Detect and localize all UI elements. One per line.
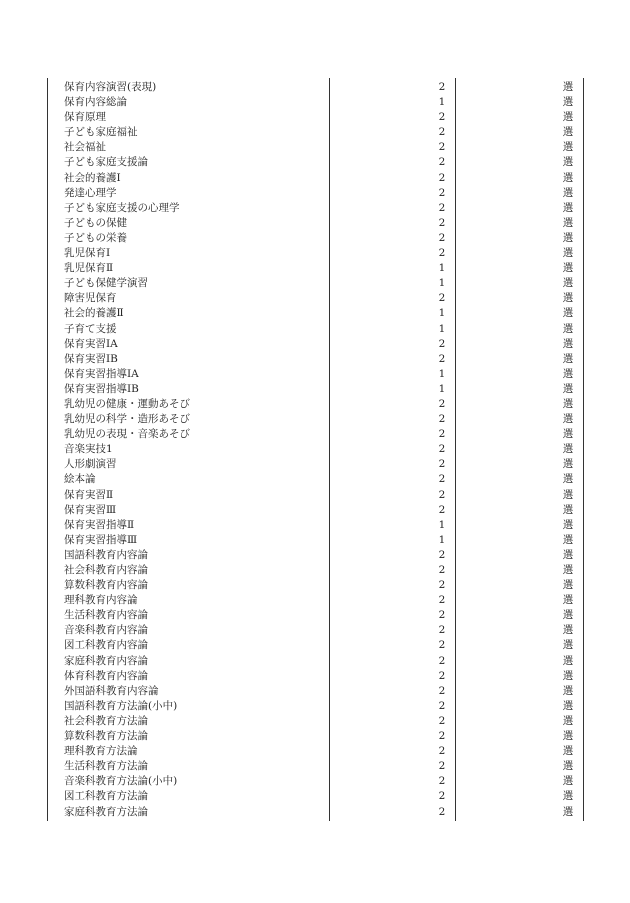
course-credits: 2 — [438, 111, 446, 124]
table-row — [47, 231, 584, 246]
course-name: 人形劇演習 — [64, 458, 117, 471]
course-credits: 2 — [438, 156, 446, 169]
course-name: 社会福祉 — [64, 141, 106, 154]
table-row — [47, 548, 584, 563]
course-credits: 2 — [438, 141, 446, 154]
table-row — [47, 397, 584, 412]
course-credits: 2 — [438, 684, 446, 697]
course-name: 子どもの保健 — [64, 216, 127, 229]
table-row — [47, 774, 584, 789]
table-row — [47, 171, 584, 186]
course-type: 選 — [562, 352, 574, 365]
table-row — [47, 155, 584, 170]
course-type: 選 — [562, 488, 574, 501]
table-row — [47, 729, 584, 744]
course-credits: 1 — [438, 322, 446, 335]
course-credits: 2 — [438, 624, 446, 637]
course-name: 子ども保健学演習 — [64, 277, 148, 290]
table-row — [47, 140, 584, 155]
course-type: 選 — [562, 669, 574, 682]
course-credits: 2 — [438, 639, 446, 652]
course-credits: 2 — [438, 805, 446, 818]
course-credits: 2 — [438, 171, 446, 184]
course-type: 選 — [562, 564, 574, 576]
course-credits: 2 — [438, 247, 446, 260]
course-type: 選 — [562, 684, 574, 697]
course-credits: 2 — [438, 428, 446, 441]
course-name: 乳幼児の表現・音楽あそび — [64, 428, 190, 441]
table-row — [47, 306, 584, 321]
table-row — [47, 110, 584, 125]
course-type: 選 — [562, 111, 574, 124]
course-name: 社会科教育内容論 — [64, 564, 148, 576]
course-type: 選 — [562, 277, 574, 290]
table-row — [47, 714, 584, 729]
course-credits: 2 — [438, 352, 446, 365]
course-credits: 1 — [438, 307, 446, 320]
course-type: 選 — [562, 639, 574, 652]
course-name: 保育原理 — [64, 111, 106, 124]
table-row — [47, 201, 584, 216]
table-row — [47, 352, 584, 367]
course-name: 保育実習Ⅲ — [64, 503, 117, 516]
table-row — [47, 759, 584, 774]
course-credits: 2 — [438, 126, 446, 139]
course-credits: 2 — [438, 579, 446, 592]
course-type: 選 — [562, 382, 574, 395]
course-name: 算数科教育方法論 — [64, 730, 148, 743]
course-type: 選 — [562, 428, 574, 441]
course-name: 国語科教育方法論(小中) — [64, 699, 178, 712]
course-name: 理科教育内容論 — [64, 594, 138, 607]
table-row — [47, 291, 584, 306]
table-row — [47, 80, 584, 95]
table-row — [47, 533, 584, 548]
course-type: 選 — [562, 126, 574, 139]
course-name: 子ども家庭支援論 — [64, 156, 148, 169]
course-type: 選 — [562, 790, 574, 803]
table-row — [47, 789, 584, 804]
table-row — [47, 669, 584, 684]
course-credits: 2 — [438, 473, 446, 486]
table-row — [47, 654, 584, 669]
course-credits: 2 — [438, 745, 446, 758]
course-credits: 2 — [438, 790, 446, 803]
course-name: 保育実習指導ⅠA — [64, 367, 139, 380]
course-credits: 2 — [438, 292, 446, 305]
course-name: 保育実習指導ⅠB — [64, 382, 139, 395]
table-row — [47, 638, 584, 653]
course-name: 子どもの栄養 — [64, 231, 127, 244]
course-type: 選 — [562, 201, 574, 214]
course-credits: 1 — [438, 518, 446, 531]
course-type: 選 — [562, 714, 574, 727]
course-name: 保育実習指導Ⅱ — [64, 518, 135, 531]
course-type: 選 — [562, 594, 574, 607]
course-type: 選 — [562, 156, 574, 169]
course-name: 外国語科教育内容論 — [64, 684, 159, 697]
course-credits: 2 — [438, 564, 446, 576]
table-row — [47, 457, 584, 472]
table-row — [47, 246, 584, 261]
course-credits: 1 — [438, 367, 446, 380]
course-name: 子ども家庭支援の心理学 — [64, 201, 180, 214]
table-row — [47, 125, 584, 140]
table-row — [47, 412, 584, 427]
course-credits: 2 — [438, 775, 446, 788]
course-type: 選 — [562, 292, 574, 305]
course-name: 算数科教育内容論 — [64, 579, 148, 592]
course-type: 選 — [562, 760, 574, 773]
table-row — [47, 216, 584, 231]
table-row — [47, 744, 584, 759]
course-credits: 2 — [438, 760, 446, 773]
table-row — [47, 382, 584, 397]
table-row — [47, 623, 584, 638]
table-row — [47, 442, 584, 457]
course-name: 国語科教育内容論 — [64, 548, 148, 561]
course-credits: 2 — [438, 231, 446, 244]
course-type: 選 — [562, 473, 574, 486]
course-type: 選 — [562, 81, 574, 93]
course-credits: 2 — [438, 488, 446, 501]
table-row — [47, 593, 584, 608]
course-type: 選 — [562, 745, 574, 758]
course-name: 保育実習ⅠA — [64, 337, 118, 350]
course-name: 社会的養護Ⅰ — [64, 171, 121, 184]
course-type: 選 — [562, 247, 574, 260]
course-credits: 2 — [438, 594, 446, 607]
table-row — [47, 367, 584, 382]
course-name: 社会的養護Ⅱ — [64, 307, 124, 320]
course-type: 選 — [562, 654, 574, 667]
course-name: 生活科教育内容論 — [64, 609, 148, 622]
table-row — [47, 186, 584, 201]
table-row — [47, 503, 584, 518]
course-credits: 2 — [438, 337, 446, 350]
course-name: 体育科教育内容論 — [64, 669, 148, 682]
course-name: 図工科教育内容論 — [64, 639, 148, 652]
course-credits: 2 — [438, 654, 446, 667]
table-row — [47, 805, 584, 820]
course-name: 保育実習Ⅱ — [64, 488, 114, 501]
table-row — [47, 518, 584, 533]
table-row — [47, 95, 584, 110]
course-credits: 1 — [438, 262, 446, 275]
course-name: 保育内容総論 — [64, 96, 127, 109]
course-credits: 1 — [438, 382, 446, 395]
course-type: 選 — [562, 503, 574, 516]
course-type: 選 — [562, 337, 574, 350]
course-type: 選 — [562, 231, 574, 244]
course-name: 乳児保育Ⅰ — [64, 247, 111, 260]
table-row — [47, 488, 584, 503]
course-name: 子ども家庭福祉 — [64, 126, 138, 139]
table-row — [47, 337, 584, 352]
course-name: 図工科教育方法論 — [64, 790, 148, 803]
course-type: 選 — [562, 624, 574, 637]
table-row — [47, 608, 584, 623]
course-rows — [47, 80, 584, 820]
table-row — [47, 427, 584, 442]
course-type: 選 — [562, 397, 574, 410]
course-credits: 2 — [438, 458, 446, 471]
course-type: 選 — [562, 307, 574, 320]
course-credits: 2 — [438, 503, 446, 516]
table-row — [47, 684, 584, 699]
course-name: 理科教育方法論 — [64, 745, 138, 758]
course-credits: 2 — [438, 201, 446, 214]
course-credits: 2 — [438, 699, 446, 712]
course-name: 音楽実技1 — [64, 443, 113, 456]
course-type: 選 — [562, 443, 574, 456]
table-row — [47, 563, 584, 578]
course-name: 社会科教育方法論 — [64, 714, 148, 727]
course-type: 選 — [562, 186, 574, 199]
course-credits: 1 — [438, 533, 446, 546]
course-type: 選 — [562, 699, 574, 712]
course-credits: 2 — [438, 186, 446, 199]
course-name: 乳幼児の科学・造形あそび — [64, 413, 190, 426]
course-name: 乳幼児の健康・運動あそび — [64, 397, 190, 410]
course-credits: 2 — [438, 216, 446, 229]
course-type: 選 — [562, 548, 574, 561]
course-name: 乳児保育Ⅱ — [64, 262, 114, 275]
table-row — [47, 276, 584, 291]
course-name: 音楽科教育方法論(小中) — [64, 775, 178, 788]
course-credits: 2 — [438, 548, 446, 561]
course-type: 選 — [562, 171, 574, 184]
course-name: 障害児保育 — [64, 292, 117, 305]
course-name: 絵本論 — [64, 473, 96, 486]
course-name: 発達心理学 — [64, 186, 117, 199]
table-row — [47, 322, 584, 337]
course-name: 音楽科教育内容論 — [64, 624, 148, 637]
course-name: 家庭科教育方法論 — [64, 805, 148, 818]
course-type: 選 — [562, 609, 574, 622]
course-type: 選 — [562, 413, 574, 426]
course-credits: 2 — [438, 443, 446, 456]
course-credits: 2 — [438, 669, 446, 682]
course-type: 選 — [562, 518, 574, 531]
course-credits: 1 — [438, 96, 446, 109]
table-row — [47, 699, 584, 714]
course-type: 選 — [562, 533, 574, 546]
course-type: 選 — [562, 458, 574, 471]
course-name: 生活科教育方法論 — [64, 760, 148, 773]
course-credits: 2 — [438, 730, 446, 743]
course-credits: 2 — [438, 397, 446, 410]
course-credits: 2 — [438, 81, 446, 93]
course-type: 選 — [562, 141, 574, 154]
course-credits: 2 — [438, 714, 446, 727]
course-type: 選 — [562, 805, 574, 818]
course-table — [47, 78, 584, 821]
table-row — [47, 261, 584, 276]
course-type: 選 — [562, 322, 574, 335]
course-name: 子育て支援 — [64, 322, 117, 335]
course-type: 選 — [562, 730, 574, 743]
course-name: 保育実習指導Ⅲ — [64, 533, 138, 546]
course-name: 保育内容演習(表現) — [64, 81, 157, 93]
table-row — [47, 578, 584, 593]
course-name: 家庭科教育内容論 — [64, 654, 148, 667]
course-type: 選 — [562, 262, 574, 275]
course-credits: 1 — [438, 277, 446, 290]
course-type: 選 — [562, 96, 574, 109]
table-row — [47, 472, 584, 487]
course-type: 選 — [562, 216, 574, 229]
course-type: 選 — [562, 367, 574, 380]
course-credits: 2 — [438, 609, 446, 622]
course-type: 選 — [562, 775, 574, 788]
course-name: 保育実習ⅠB — [64, 352, 118, 365]
course-credits: 2 — [438, 413, 446, 426]
course-type: 選 — [562, 579, 574, 592]
